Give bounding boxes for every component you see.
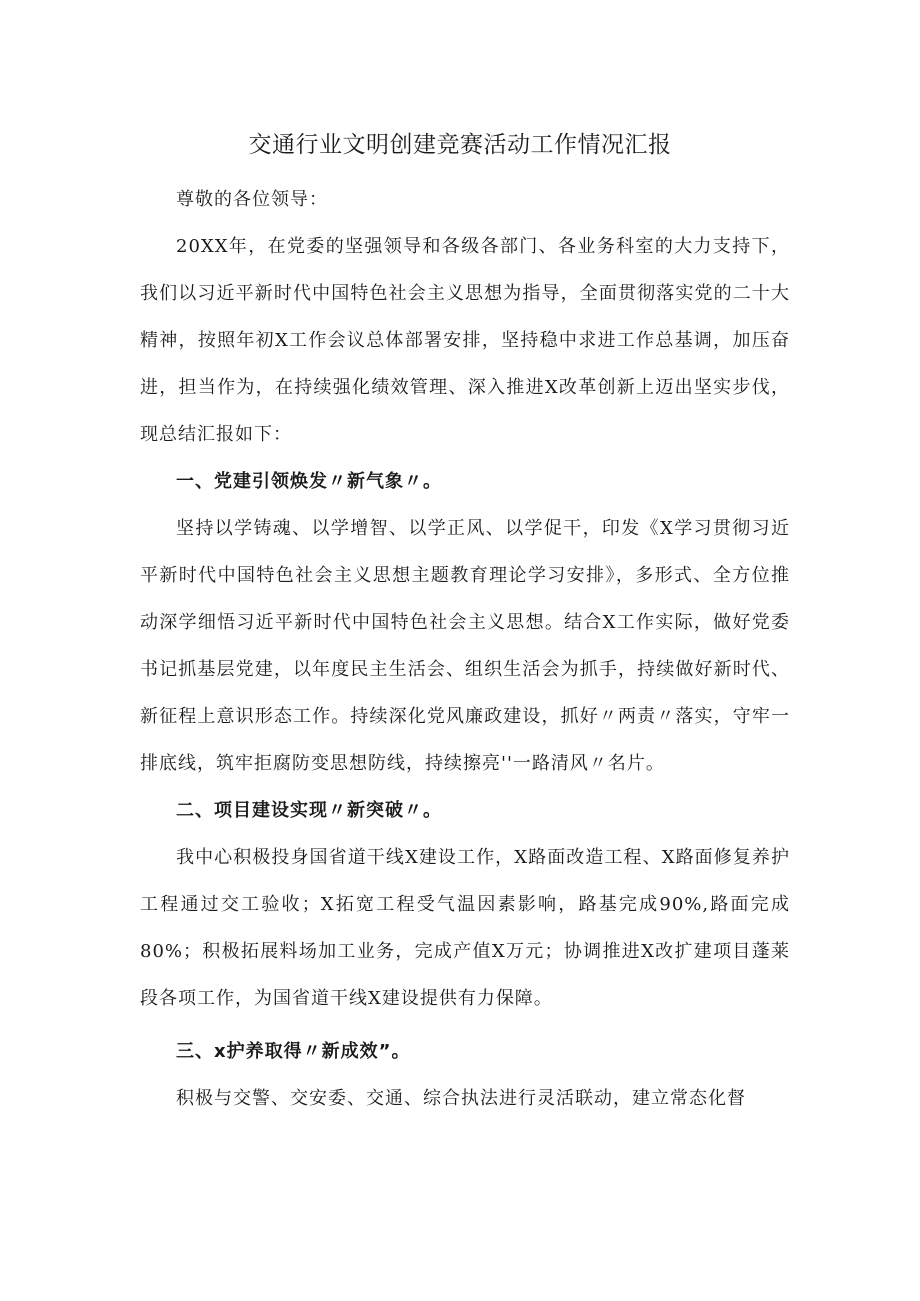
section-heading-3: 三、x护养取得〃新成效”。 bbox=[176, 1041, 411, 1062]
intro-paragraph: 20XX年，在党委的坚强领导和各级各部门、各业务科室的大力支持下，我们以习近平新时代中国特色社会主义思想为指导，全面贯彻落实党的二十大精神，按照年初X工作会议总体部署安排，坚持稳中求进工作总基调，加压奋进，担当作为，在持续强化绩效管理、深入推进X改革创新上迈出坚实步伐，现总结汇报如下： bbox=[140, 236, 790, 445]
document-body bbox=[140, 176, 790, 1122]
section-heading-1: 一、党建引领焕发〃新气象〃。 bbox=[176, 471, 442, 492]
document-title: 交通行业文明创建竞赛活动工作情况汇报 bbox=[248, 132, 672, 158]
section-body-3: 积极与交警、交安委、交通、综合执法进行灵活联动，建立常态化督 bbox=[176, 1088, 746, 1109]
salutation: 尊敬的各位领导： bbox=[176, 189, 328, 210]
section-body-2: 我中心积极投身国省道干线X建设工作，X路面改造工程、X路面修复养护工程通过交工验收；X拓宽工程受气温因素影响，路基完成90%,路面完成80%；积极拓展料场加工业务，完成产值X万元；协调推进X改扩建项目蓬莱段各项工作，为国省道干线X建设提供有力保障。 bbox=[140, 847, 790, 1009]
section-body-1: 坚持以学铸魂、以学增智、以学正风、以学促干，印发《X学习贯彻习近平新时代中国特色社会主义思想主题教育理论学习安排》，多形式、全方位推动深学细悟习近平新时代中国特色社会主义思想。结合X工作实际，做好党委书记抓基层党建，以年度民主生活会、组织生活会为抓手，持续做好新时代、新征程上意识形态工作。持续深化党风廉政建设，抓好〃两责〃落实，守牢一排底线，筑牢拒腐防变思想防线，持续擦亮''一路清风〃名片。 bbox=[140, 518, 790, 774]
section-heading-2: 二、项目建设实现〃新突破〃。 bbox=[176, 800, 442, 821]
